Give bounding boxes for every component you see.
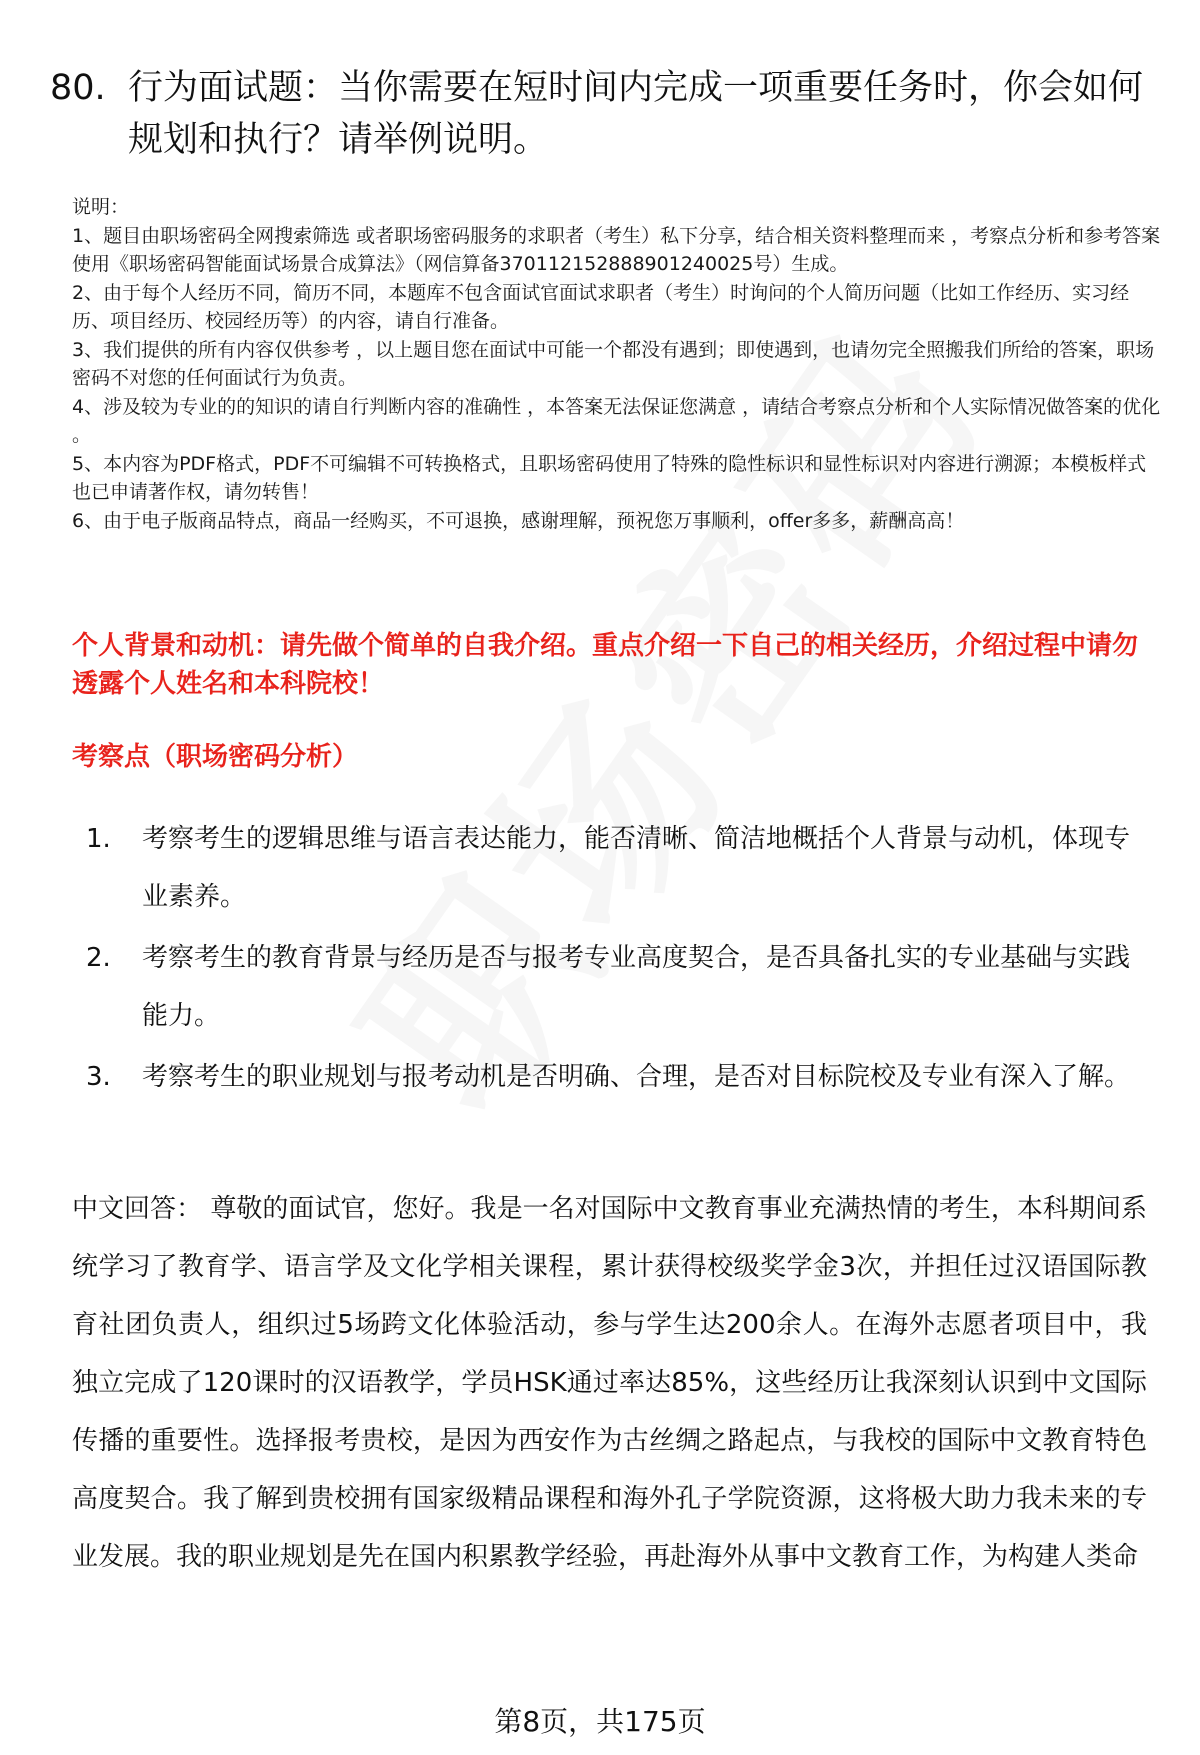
list-item xyxy=(72,810,1142,926)
question-title xyxy=(50,62,1150,166)
page-footer: 第8页，共175页 xyxy=(494,1705,706,1738)
analysis-heading: 考察点（职场密码分析） xyxy=(72,742,359,772)
list-item-text: 考察考生的教育背景与经历是否与报考专业高度契合，是否具备扎实的专业基础与实践能力。 xyxy=(142,943,1131,1031)
note-item: 2、由于每个人经历不同，简历不同，本题库不包含面试官面试求职者（考生）时询问的个人简历问题（比如工作经历、实习经历、项目经历、校园经历等）的内容，请自行准备。 xyxy=(72,281,1130,332)
list-item xyxy=(72,929,1142,1045)
note-item: 5、本内容为PDF格式，PDF不可编辑不可转换格式，且职场密码使用了特殊的隐性标识和显性标识对内容进行溯源；本模板样式也已申请著作权，请勿转售！ xyxy=(72,452,1147,503)
note-item: 1、题目由职场密码全网搜索筛选 或者职场密码服务的求职者（考生）私下分享，结合相关资料整理而来 ，考察点分析和参考答案使用《职场密码智能面试场景合成算法》（网信算备370112152888901240025号）生成。 xyxy=(72,224,1161,275)
answer-label: 中文回答： xyxy=(72,1194,203,1224)
notes-block xyxy=(72,193,1162,535)
list-item-text: 考察考生的逻辑思维与语言表达能力，能否清晰、简洁地概括个人背景与动机，体现专业素养。 xyxy=(142,824,1131,912)
answer-text: 尊敬的面试官，您好。我是一名对国际中文教育事业充满热情的考生，本科期间系统学习了教育学、语言学及文化学相关课程，累计获得校级奖学金3次，并担任过汉语国际教育社团负责人，组织过5场跨文化体验活动，参与学生达200余人。在海外志愿者项目中，我独立完成了120课时的汉语教学，学员HSK通过率达85%，这些经历让我深刻认识到中文国际传播的重要性。选择报考贵校，是因为西安作为古丝绸之路起点，与我校的国际中文教育特色高度契合。我了解到贵校拥有国家级精品课程和海外孔子学院资源，这将极大助力我未来的专业发展。我的职业规划是先在国内积累教学经验，再赴海外从事中文教育工作，为构建人类命 xyxy=(72,1194,1147,1572)
notes-heading: 说明： xyxy=(72,196,130,218)
list-item xyxy=(72,1048,1142,1106)
note-item: 4、涉及较为专业的的知识的请自行判断内容的准确性 ，本答案无法保证您满意 ，请结合考察点分析和个人实际情况做答案的优化 。 xyxy=(72,395,1161,446)
question-text: 行为面试题：当你需要在短时间内完成一项重要任务时，你会如何规划和执行？请举例说明。 xyxy=(128,68,1144,160)
analysis-points-list xyxy=(72,810,1142,1109)
section-heading: 个人背景和动机：请先做个简单的自我介绍。重点介绍一下自己的相关经历，介绍过程中请勿透露个人姓名和本科院校！ xyxy=(72,631,1139,699)
note-item: 3、我们提供的所有内容仅供参考 ，以上题目您在面试中可能一个都没有遇到；即使遇到，也请勿完全照搬我们所给的答案，职场密码不对您的任何面试行为负责。 xyxy=(72,338,1155,389)
answer-block xyxy=(72,1180,1147,1586)
list-item-number: 3. xyxy=(86,1062,111,1092)
question-number: 80. xyxy=(50,68,106,108)
list-item-number: 1. xyxy=(86,824,111,854)
list-item-text: 考察考生的职业规划与报考动机是否明确、合理，是否对目标院校及专业有深入了解。 xyxy=(142,1062,1131,1092)
list-item-number: 2. xyxy=(86,943,111,973)
note-item: 6、由于电子版商品特点，商品一经购买，不可退换，感谢理解，预祝您万事顺利，offer多多，薪酬高高！ xyxy=(72,509,965,532)
